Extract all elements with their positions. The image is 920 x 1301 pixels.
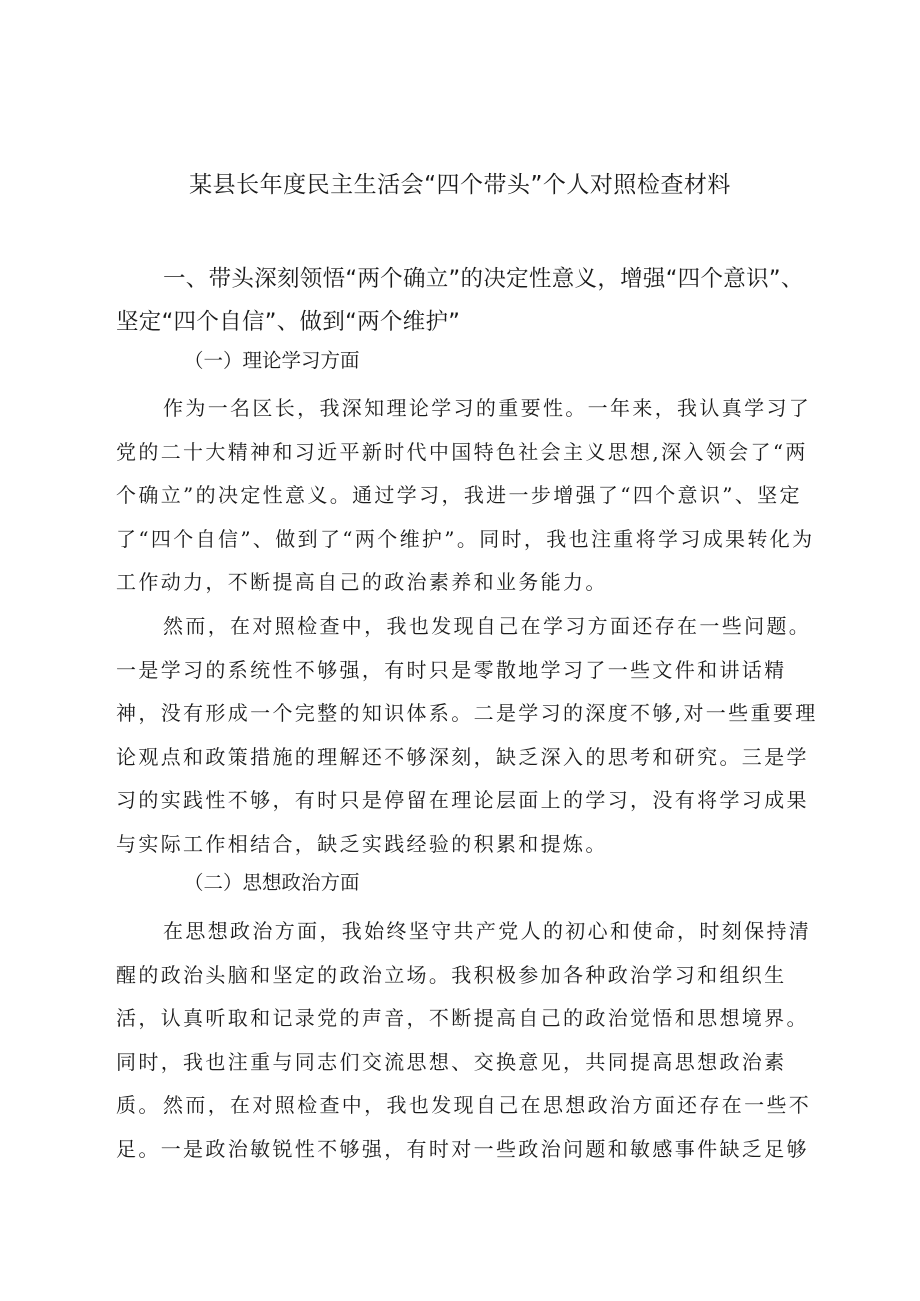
document-title: 某县长年度民主生活会“四个带头”个人对照检查材料 [189, 172, 731, 198]
section-1-heading: 一、带头深刻领悟“两个确立”的决定性意义，增强“四个意识”、坚定“四个自信”、做到“两个维护” [116, 266, 804, 335]
subsection-1-paragraph-1: 作为一名区长，我深知理论学习的重要性。一年来，我认真学习了党的二十大精神和习近平新时代中国特色社会主义思想,深入领会了“两个确立”的决定性意义。通过学习，我进一步增强了“四个意识”、坚定了“四个自信”、做到了“两个维护”。同时，我也注重将学习成果转化为工作动力，不断提高自己的政治素养和业务能力。 [116, 396, 815, 594]
subsection-1-heading: （一）理论学习方面 [184, 349, 360, 372]
subsection-2-heading: （二）思想政治方面 [184, 871, 360, 894]
subsection-2-paragraph-2: 然而，在对照检查中，我也发现自己在思想政治方面还存在一些不足。一是政治敏锐性不够强，有时对一些政治问题和敏感事件缺乏足够 [116, 1093, 812, 1161]
subsection-1-paragraph-2: 然而，在对照检查中，我也发现自己在学习方面还存在一些问题。一是学习的系统性不够强，有时只是零散地学习了一些文件和讲话精神，没有形成一个完整的知识体系。二是学习的深度不够,对一些重要理论观点和政策措施的理解还不够深刻，缺乏深入的思考和研究。三是学习的实践性不够，有时只是停留在理论层面上的学习，没有将学习成果与实际工作相结合，缺乏实践经验的积累和提炼。 [116, 614, 818, 856]
subsection-2-paragraph-1: 在思想政治方面，我始终坚守共产党人的初心和使命，时刻保持清醒的政治头脑和坚定的政治立场。我积极参加各种政治学习和组织生活，认真听取和记录党的声音，不断提高自己的政治觉悟和思想境界。同时，我也注重与同志们交流思想、交换意见，共同提高思想政治素质。 [116, 919, 812, 1117]
